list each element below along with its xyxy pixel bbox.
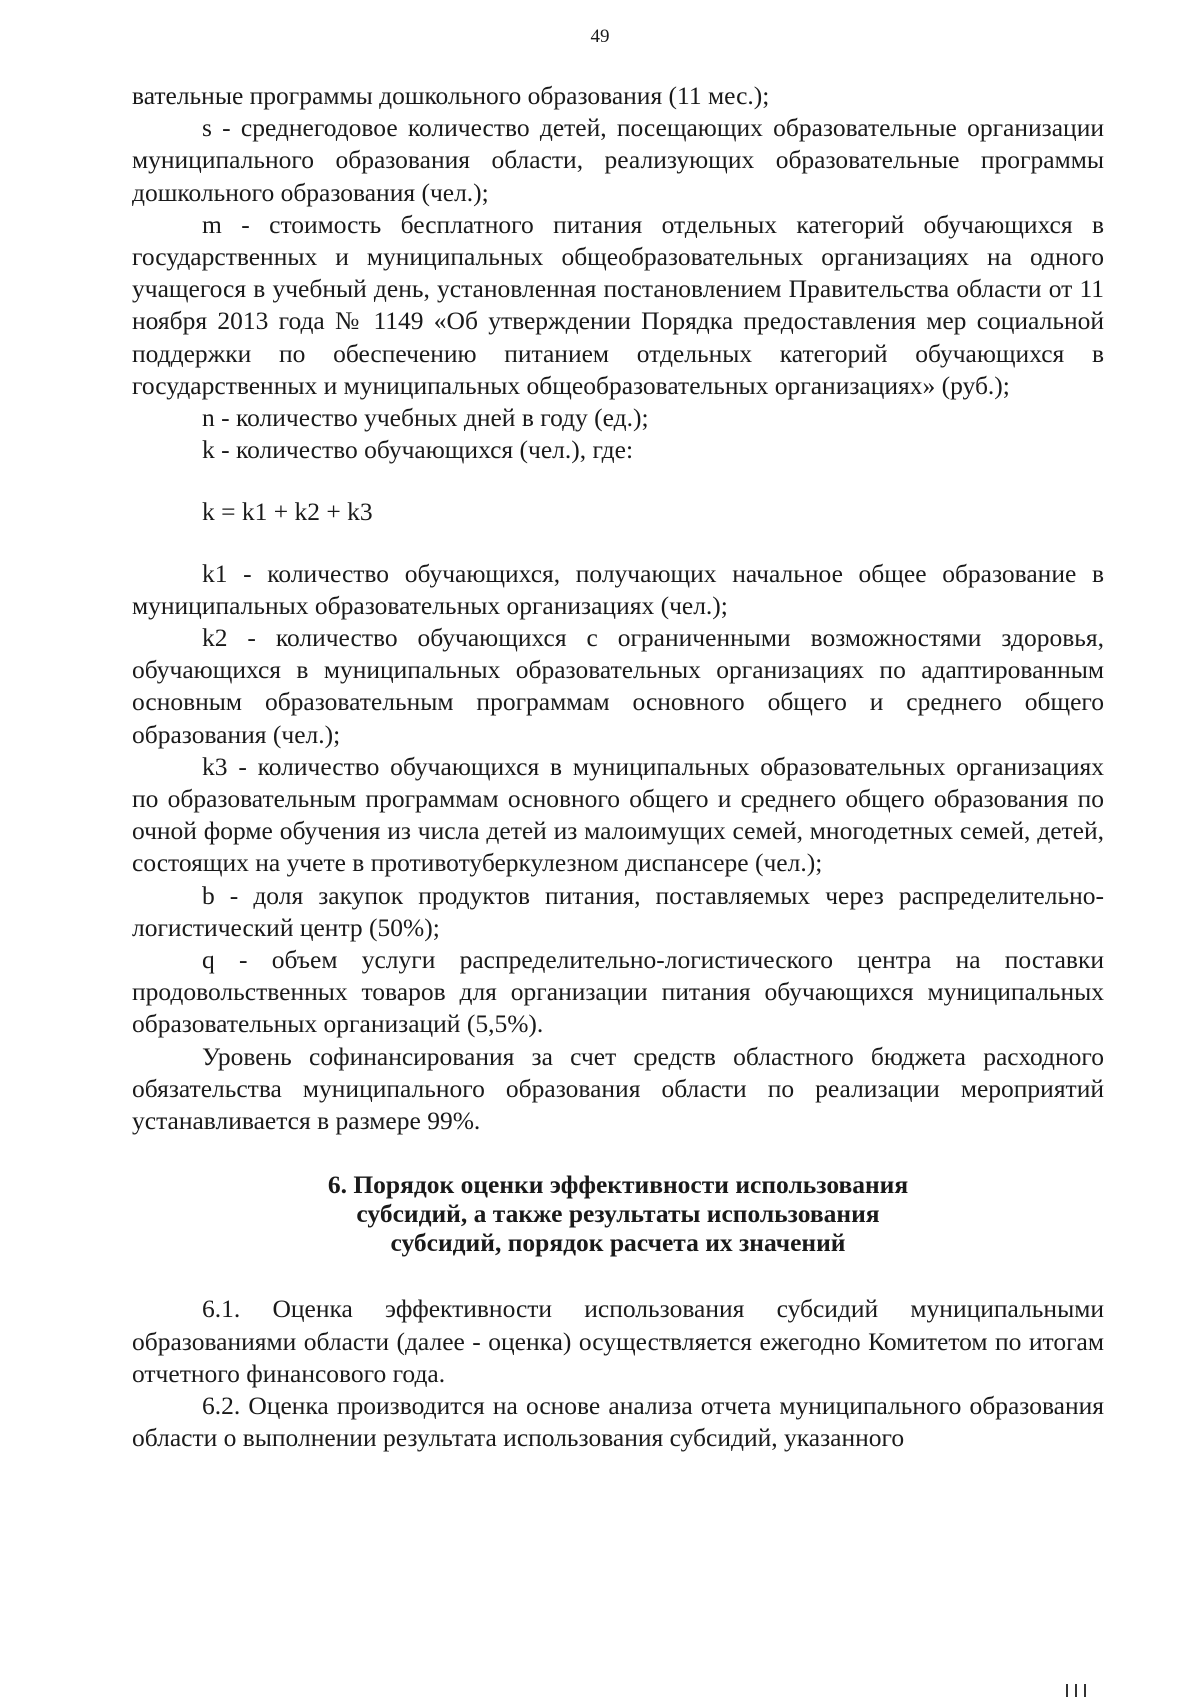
- section-heading-line-3: субсидий, порядок расчета их значений: [390, 1228, 846, 1258]
- paragraph-definition-q: q - объем услуги распределительно-логистического центра на поставки продовольственных товаров для организации питания обучающихся муниципальных образовательных организаций (5,5%).: [132, 945, 1104, 1039]
- paragraph-definition-s: s - среднегодовое количество детей, посещающих образовательные организации муниципального образования области, реализующих образовательные программы дошкольного образования (чел.);: [132, 113, 1104, 207]
- paragraph-definition-k1: k1 - количество обучающихся, получающих начальное общее образование в муниципальных образовательных организациях (чел.);: [132, 558, 1104, 620]
- paragraph-6-2: 6.2. Оценка производится на основе анализа отчета муниципального образования области о выполнении результата использования субсидий, указанного: [132, 1390, 1104, 1453]
- paragraph-definition-m: m - стоимость бесплатного питания отдельных категорий обучающихся в государственных и муниципальных общеобразовательных организациях на одного учащегося в учебный день, установленная постановлением Правительства области от 11 ноября 2013 года № 1149 «Об утверждении Порядка предоставления мер социальной поддержки по обеспечению питанием отдельных категорий обучающихся в государственных и муниципальных общеобразовательных организациях» (руб.);: [132, 209, 1104, 400]
- section-heading-line-2: субсидий, а также результаты использования: [356, 1199, 880, 1229]
- scan-mark: [1066, 1684, 1086, 1697]
- paragraph-6-1: 6.1. Оценка эффективности использования субсидий муниципальными образованиями области (далее - оценка) осуществляется ежегодно Комитетом по итогам отчетного финансового года.: [132, 1294, 1104, 1388]
- paragraph-definition-k2: k2 - количество обучающихся с ограниченными возможностями здоровья, обучающихся в муниципальных образовательных организациях по адаптированным основным образовательным программам основного общего и среднего общего образования (чел.);: [132, 623, 1104, 749]
- document-body: [132, 80, 1104, 1454]
- paragraph-definition-k3: k3 - количество обучающихся в муниципальных образовательных организациях по образовательным программам основного общего и среднего общего образования по очной форме обучения из числа детей из малоимущих семей, многодетных семей, детей, состоящих на учете в противотуберкулезном диспансере (чел.);: [132, 751, 1104, 878]
- paragraph-definition-n: n - количество учебных дней в году (ед.);: [202, 403, 649, 433]
- paragraph-definition-k: k - количество обучающихся (чел.), где:: [202, 435, 634, 465]
- section-heading: [132, 1170, 1104, 1257]
- page-number: 49: [590, 26, 610, 47]
- paragraph-continuation: вательные программы дошкольного образования (11 мес.);: [132, 81, 770, 110]
- paragraph-cofinancing: Уровень софинансирования за счет средств областного бюджета расходного обязательства муниципального образования области по реализации мероприятий устанавливается в размере 99%.: [132, 1041, 1104, 1136]
- paragraph-definition-b: b - доля закупок продуктов питания, поставляемых через распределительно-логистический центр (50%);: [132, 880, 1104, 942]
- section-heading-line-1: 6. Порядок оценки эффективности использования: [327, 1170, 909, 1200]
- formula: k = k1 + k2 + k3: [202, 497, 373, 527]
